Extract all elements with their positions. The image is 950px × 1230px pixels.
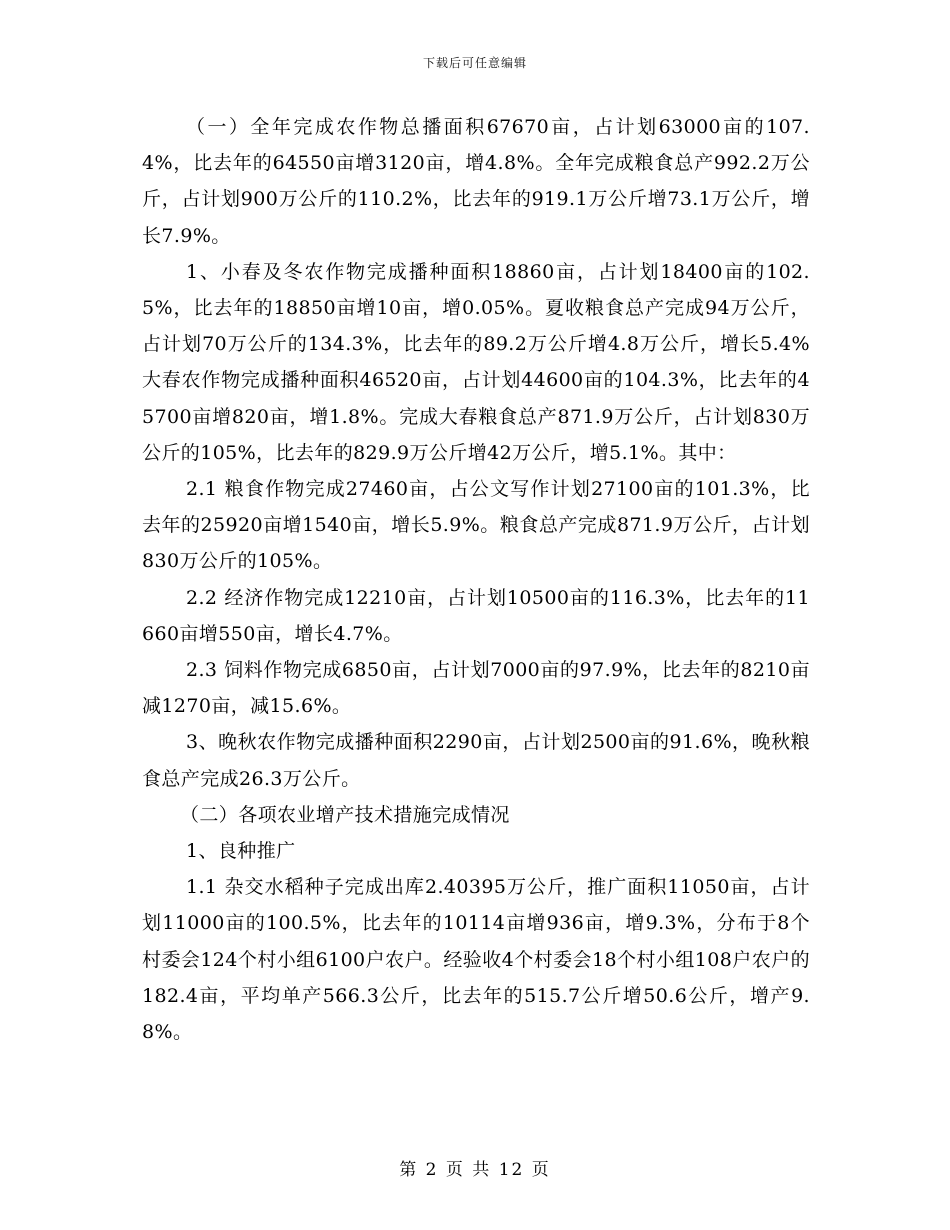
section-heading-techniques: （二）各项农业增产技术措施完成情况 (180, 803, 510, 826)
paragraph-hybrid-rice: 1.1 杂交水稻种子完成出库2.40395万公斤，推广面积11050亩，占计划11000亩的100.5%，比去年的10114亩增936亩，增9.3%，分布于8个村委会124个村小组6100户农户。经验收4个村委会18个村小组108户农户的182.4亩，平均单产566.3公斤，比去年的515.7公斤增50.6公斤，增产9.8%。 (142, 876, 810, 1044)
paragraph-feed-crops: 2.3 饲料作物完成6850亩，占计划7000亩的97.9%，比去年的8210亩减1270亩，减15.6%。 (142, 659, 810, 718)
page-number-footer: 第 2 页 共 12 页 (399, 1160, 551, 1180)
subheading-seed-promotion: 1、良种推广 (186, 840, 296, 863)
paragraph-grain-crops: 2.1 粮食作物完成27460亩，占公文写作计划27100亩的101.3%，比去年的25920亩增1540亩，增长5.9%。粮食总产完成871.9万公斤，占计划830万公斤的105%。 (142, 478, 810, 573)
paragraph-spring-winter-crops: 1、小春及冬农作物完成播种面积18860亩，占计划18400亩的102.5%，比去年的18850亩增10亩，增0.05%。夏收粮食总产完成94万公斤，占计划70万公斤的134.3%，比去年的89.2万公斤增4.8万公斤，增长5.4%大春农作物完成播种面积46520亩，占计划44600亩的104.3%，比去年的45700亩增820亩，增1.8%。完成大春粮食总产871.9万公斤，占计划830万公斤的105%，比去年的829.9万公斤增42万公斤，增5.1%。其中： (142, 260, 810, 464)
paragraph-late-autumn-crops: 3、晚秋农作物完成播种面积2290亩，占计划2500亩的91.6%，晚秋粮食总产完成26.3万公斤。 (142, 731, 810, 790)
page-header: 下载后可任意编辑 (422, 56, 527, 70)
paragraph-annual-summary: （一）全年完成农作物总播面积67670亩，占计划63000亩的107.4%，比去年的64550亩增3120亩，增4.8%。全年完成粮食总产992.2万公斤，占计划900万公斤的110.2%，比去年的919.1万公斤增73.1万公斤，增长7.9%。 (142, 116, 810, 247)
paragraph-economic-crops: 2.2 经济作物完成12210亩，占计划10500亩的116.3%，比去年的11660亩增550亩，增长4.7%。 (142, 586, 810, 645)
document-body (142, 109, 810, 1050)
